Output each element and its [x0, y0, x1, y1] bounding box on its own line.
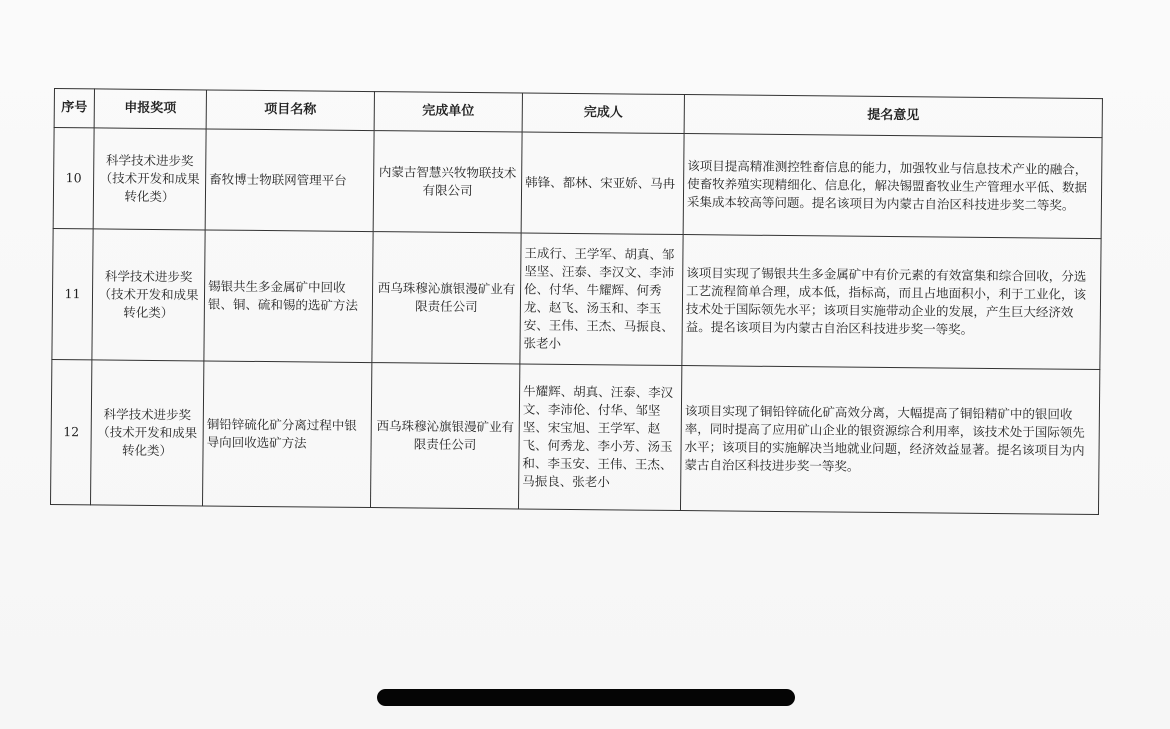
cell-opinion: 该项目实现了锡银共生多金属矿中有价元素的有效富集和综合回收，分选工艺流程简单合理，成本低，指标高，而且占地面积小，利于工业化，该技术处于国际领先水平；该项目实施带动企业的发展，产生巨大经济效益。提名该项目为内蒙古自治区科技进步奖一等奖。 [682, 235, 1101, 370]
table-row [52, 228, 1101, 369]
nomination-table [50, 88, 1103, 515]
cell-award: 科学技术进步奖（技术开发和成果转化类） [91, 360, 204, 506]
header-opinion: 提名意见 [684, 95, 1102, 138]
nomination-table-wrapper [50, 88, 1102, 515]
header-serial: 序号 [54, 89, 94, 128]
cell-award: 科学技术进步奖（技术开发和成果转化类） [92, 229, 205, 361]
cell-serial: 11 [52, 228, 93, 359]
cell-project: 铜铅锌硫化矿分离过程中银导向回收选矿方法 [202, 361, 371, 508]
table-row [51, 359, 1100, 514]
cell-people: 牛耀辉、胡真、汪泰、李汉文、李沛伦、付华、邹坚坚、宋宝旭、王学军、赵飞、何秀龙、李小芳、汤玉和、李玉安、王伟、王杰、马振良、张老小 [518, 364, 681, 511]
header-project: 项目名称 [206, 90, 374, 131]
table-row [53, 128, 1102, 239]
cell-opinion: 该项目提高精准测控牲畜信息的能力，加强牧业与信息技术产业的融合，使畜牧养殖实现精细化、信息化，解决锡盟畜牧业生产管理水平低、数据采集成本较高等问题。提名该项目为内蒙古自治区科技进步奖二等奖。 [683, 134, 1102, 239]
cell-people: 王成行、王学军、胡真、邹坚坚、汪泰、李汉文、李沛伦、付华、牛耀辉、何秀龙、赵飞、汤玉和、李玉安、王伟、王杰、马振良、张老小 [520, 233, 683, 366]
cell-serial: 12 [51, 359, 92, 504]
cell-project: 锡银共生多金属矿中回收银、铜、硫和锡的选矿方法 [204, 230, 373, 363]
header-people: 完成人 [522, 93, 684, 134]
cell-serial: 10 [53, 128, 94, 229]
header-award: 申报奖项 [94, 89, 206, 129]
cell-project: 畜牧博士物联网管理平台 [205, 129, 374, 232]
cell-award: 科学技术进步奖（技术开发和成果转化类） [93, 128, 206, 230]
cell-unit: 西乌珠穆沁旗银漫矿业有限责任公司 [372, 232, 521, 364]
cell-unit: 西乌珠穆沁旗银漫矿业有限责任公司 [370, 363, 519, 509]
cell-unit: 内蒙古智慧兴牧物联技术有限公司 [373, 131, 522, 233]
cell-opinion: 该项目实现了铜铅锌硫化矿高效分离，大幅提高了铜铅精矿中的银回收率，同时提高了应用矿山企业的银资源综合利用率，该技术处于国际领先水平；该项目的实施解决当地就业问题，经济效益显著。提名该项目为内蒙古自治区科技进步奖一等奖。 [680, 366, 1099, 515]
home-indicator-bar[interactable] [377, 689, 795, 706]
cell-people: 韩锋、都林、宋亚娇、马冉 [521, 132, 684, 235]
header-unit: 完成单位 [374, 92, 522, 132]
